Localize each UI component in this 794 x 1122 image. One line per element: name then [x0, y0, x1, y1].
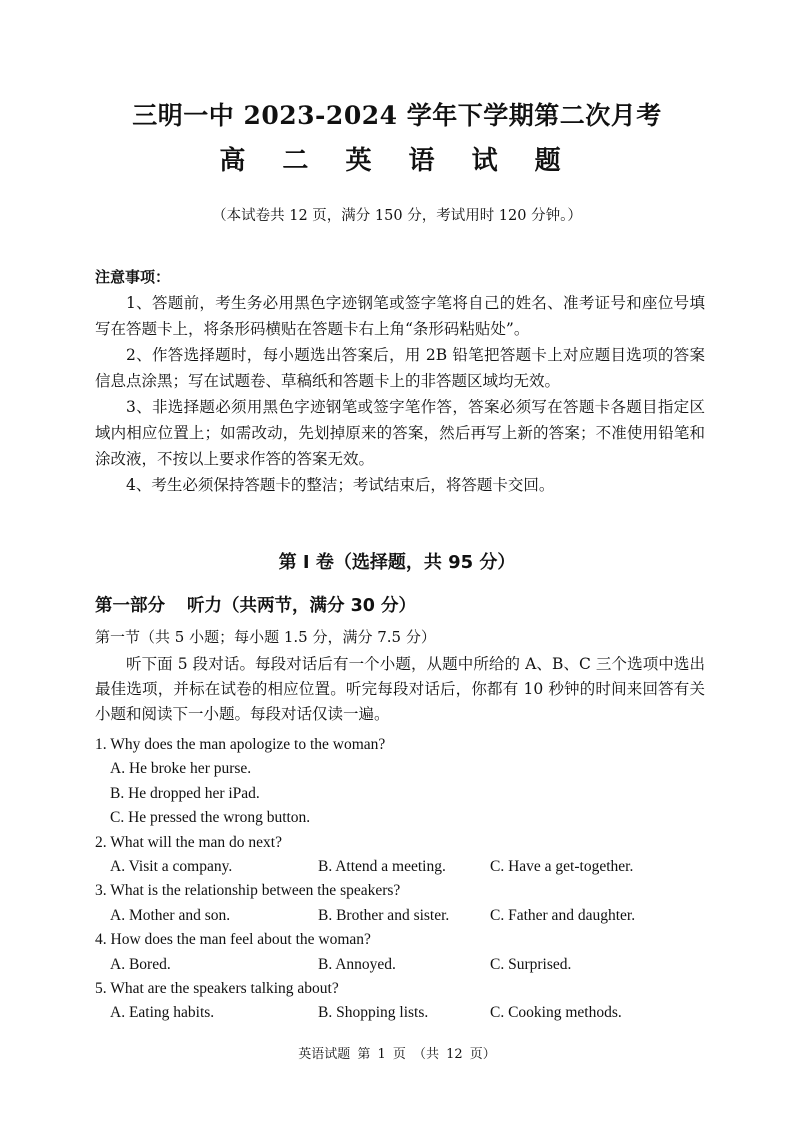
- option-b: B. Annoyed.: [318, 955, 396, 973]
- question-stem: 3. What is the relationship between the speakers?: [95, 882, 401, 900]
- option-a: A. Visit a company.: [110, 858, 233, 876]
- exam-title: 三明一中 2023-2024 学年下学期第二次月考: [132, 101, 662, 130]
- notice-item: 4、考生必须保持答题卡的整洁；考试结束后，将答题卡交回。: [126, 476, 555, 494]
- option-b: B. Brother and sister.: [318, 906, 450, 924]
- option-row: [95, 953, 705, 977]
- question-stem: 4. How does the man feel about the woman?: [95, 931, 371, 949]
- option-a: A. Mother and son.: [110, 906, 231, 924]
- option-c: C. Surprised.: [490, 955, 572, 973]
- option-c: C. He pressed the wrong button.: [110, 809, 311, 827]
- option-row: [95, 855, 705, 879]
- page-footer: 英语试题 第 1 页 （共 12 页）: [298, 1047, 496, 1062]
- sub-section-title: 第一节（共 5 小题；每小题 1.5 分，满分 7.5 分）: [95, 628, 436, 646]
- option-b: B. He dropped her iPad.: [110, 784, 260, 802]
- question-list: [95, 733, 705, 1026]
- option-c: C. Father and daughter.: [490, 906, 636, 924]
- part-title: [95, 592, 416, 617]
- question-stem: 1. Why does the man apologize to the woman?: [95, 736, 386, 753]
- part-label: 第一部分: [95, 596, 165, 616]
- option-a: A. He broke her purse.: [110, 760, 252, 778]
- exam-note: （本试卷共 12 页，满分 150 分，考试用时 120 分钟。）: [212, 208, 582, 224]
- option-a: A. Eating habits.: [110, 1004, 215, 1022]
- part-desc: 听力（共两节，满分 30 分）: [187, 596, 417, 616]
- option-a: A. Bored.: [110, 955, 171, 973]
- instruction-text: 听下面 5 段对话。每段对话后有一个小题，从题中所给的 A、B、C 三个选项中选出最佳选项，并标在试卷的相应位置。听完每段对话后，你都有 10 秒钟的时间来回答有关小题和阅读下一小题。每段对话仅读一遍。: [95, 655, 705, 723]
- notice-block: [95, 264, 705, 498]
- notice-heading: 注意事项：: [95, 268, 171, 286]
- question-stem: 5. What are the speakers talking about?: [95, 980, 339, 998]
- option-c: C. Have a get-together.: [490, 858, 634, 876]
- question-stem: 2. What will the man do next?: [95, 833, 282, 851]
- listening-instruction: [95, 652, 705, 727]
- notice-item: 2、作答选择题时，每小题选出答案后，用 2B 铅笔把答题卡上对应题目选项的答案信息点涂黑；写在试题卷、草稿纸和答题卡上的非答题区域均无效。: [95, 346, 705, 390]
- notice-item: 3、非选择题必须用黑色字迹钢笔或签字笔作答，答案必须写在答题卡各题目指定区域内相应位置上；如需改动，先划掉原来的答案，然后再写上新的答案；不准使用铅笔和涂改液，不按以上要求作答的答案无效。: [95, 398, 705, 468]
- option-row: [95, 1001, 705, 1025]
- option-row: [95, 904, 705, 928]
- option-b: B. Attend a meeting.: [318, 858, 446, 876]
- option-c: C. Cooking methods.: [490, 1004, 622, 1022]
- section-title: 第 I 卷（选择题，共 95 分）: [278, 552, 516, 573]
- option-b: B. Shopping lists.: [318, 1004, 429, 1022]
- notice-item: 1、答题前，考生务必用黑色字迹钢笔或签字笔将自己的姓名、准考证号和座位号填写在答题卡上，将条形码横贴在答题卡右上角“条形码粘贴处”。: [95, 294, 705, 338]
- exam-subtitle: 高 二 英 语 试 题: [219, 146, 575, 176]
